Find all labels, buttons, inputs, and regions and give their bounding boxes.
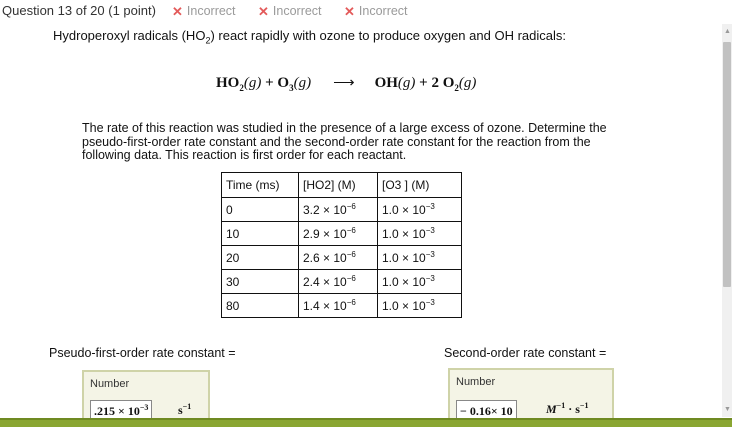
bottom-toolbar <box>0 418 732 427</box>
table-row: 0 $3.2 \times 10^{-6}$ $1.0 \times 10^{-3}$ <box>222 198 462 222</box>
incorrect-x-icon: ✕ <box>172 3 183 19</box>
scroll-up-icon[interactable]: ▲ <box>724 28 731 35</box>
second-order-number-input[interactable]: − 0.16× 10 <box>456 400 517 422</box>
question-paragraph: The rate of this reaction was studied in the presence of a large excess of ozone. Determine the pseudo-first-order rate constant and the second-order rate constant for the reaction from the following data. This reaction is first order for each reactant. <box>82 121 607 162</box>
attempt-label: Incorrect <box>272 4 322 18</box>
first-order-unit: $s^{-1}$ <box>178 402 192 417</box>
first-order-number-input[interactable]: $.215 \times 10^{-3}$ <box>90 400 152 422</box>
attempt-label: Incorrect <box>186 4 236 18</box>
attempt-badge-3[interactable] <box>344 4 408 18</box>
second-order-unit: $M^{-1} \cdot s^{-1}$ <box>546 401 589 416</box>
number-label: Number <box>456 376 496 388</box>
vertical-scrollbar[interactable] <box>722 24 732 417</box>
incorrect-x-icon: ✕ <box>344 3 355 19</box>
data-table <box>221 172 462 318</box>
second-order-answer-box <box>448 368 614 420</box>
table-header: [HO2] (M) <box>299 173 378 198</box>
scrollbar-thumb[interactable] <box>723 42 731 287</box>
table-row: 30 $2.4 \times 10^{-6}$ $1.0 \times 10^{-3}$ <box>222 270 462 294</box>
reaction-equation: $HO_2(g) + O_3(g)$ ⟶ OH(g) + 2 $O_2(g)$ <box>216 75 477 93</box>
incorrect-x-icon: ✕ <box>258 3 269 19</box>
question-status: Question 13 of 20 (1 point) <box>2 3 156 18</box>
attempt-label: Incorrect <box>358 4 408 18</box>
table-header: [O3 ] (M) <box>378 173 462 198</box>
reaction-arrow-icon: ⟶ <box>333 75 355 91</box>
attempt-badge-2[interactable] <box>258 4 322 18</box>
table-row: 20 $2.6 \times 10^{-6}$ $1.0 \times 10^{-3}$ <box>222 246 462 270</box>
question-header <box>0 0 732 24</box>
table-row: 10 $2.9 \times 10^{-6}$ $1.0 \times 10^{-3}$ <box>222 222 462 246</box>
first-order-label: Pseudo-first-order rate constant = <box>49 346 236 360</box>
second-order-label: Second-order rate constant = <box>444 346 607 360</box>
attempt-badge-1[interactable] <box>172 4 236 18</box>
question-content <box>0 24 722 417</box>
table-header: Time (ms) <box>222 173 299 198</box>
first-order-answer-box <box>82 370 210 420</box>
scroll-down-icon[interactable]: ▼ <box>724 406 731 413</box>
table-header-row <box>222 173 462 198</box>
question-prompt: Hydroperoxyl radicals $(HO_2)$ react rapidly with ozone to produce oxygen and OH radicals: <box>53 28 566 46</box>
number-label: Number <box>90 378 130 390</box>
table-row: 80 $1.4 \times 10^{-6}$ $1.0 \times 10^{-3}$ <box>222 294 462 318</box>
